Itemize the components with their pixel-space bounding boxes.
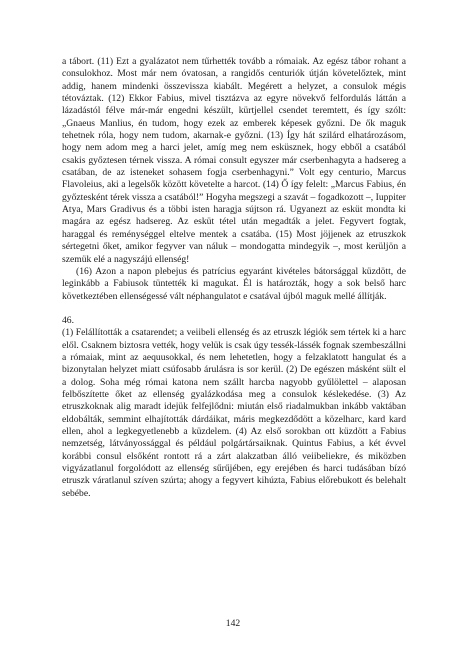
paragraph: (16) Azon a napon plebejus és patrícius egyaránt kivételes bátorsággal küzdött, de leginkább a Fabiusok tüntették ki magukat. Él is határozták, hogy a sok belső harc következtében ellenségessé vált néphangulatot e csatával újból maguk mellé állítják. xyxy=(62,265,406,302)
page-number: 142 xyxy=(225,618,241,629)
paragraph: (1) Felállították a csatarendet; a veiibeli ellenség és az etruszk légiók sem tértek ki a harc elől. Csaknem biztosra vették, hogy velük is csak úgy tessék-lássék fognak szembeszállni a rómaiak, mint az aequusokkal, és nem lehetetlen, hogy a felzaklatott hangulat és a bizonytalan helyzet miatt csúfosabb árulásra is sor kerül. (2) De egészen másként sült el a dolog. Soha még római katona nem szállt harcba nagyobb gyűlölettel – alaposan felbőszítette őket az ellenség gyalázkodása meg a consulok késlekedése. (3) Az etruszkoknak alig maradt idejük felfejlődni: miután első riadalmukban inkább vaktában eldobálták, semmint elhajították dárdáikat, máris megkezdődött a közelharc, kard kard ellen, ahol a legkegyetlenebb a küzdelem. (4) Az első sorokban ott küzdött a Fabius nemzetség, látványossággal és például polgártársaiknak. Quintus Fabius, a két évvel korábbi consul elsőként rontott rá a zárt alakzatban álló veiibeliekre, és miközben vigyázatlanul forgolódott az ellenség sűrűjében, egy erejében és harci tudásában bízó etruszk váratlanul szíven szúrta; ahogy a fegyvert kihúzta, Fabius előrebukott és belehalt sebébe. xyxy=(62,327,406,499)
paragraph: a tábort. (11) Ezt a gyalázatot nem tűrhették tovább a rómaiak. Az egész tábor rohant a consulokhoz. Most már nem óvatosan, a rangidős centuriók útján követelőztek, mint addig, hanem mindenki összevissza kiabált. Megérett a helyzet, a consulok mégis tétováztak. (12) Ekkor Fabius, mivel tisztázva az egyre növekvő felfordulás láttán a lázadástól félve már-már engedni készült, kürtjellel csendet teremtett, és így szólt: „Gnaeus Manlius, én tudom, hogy ezek az emberek képesek győzni. De ők maguk tehetnek róla, hogy nem tudom, akarnak-e győzni. (13) Így hát szilárd elhatározásom, hogy nem adom meg a harci jelet, amíg meg nem esküsznek, hogy ebből a csatából csakis győztesen térnek vissza. A római consult egyszer már cserbenhagyta a hadsereg a csatában, de az isteneket sohasem fogja cserbenhagyni.” Volt egy centurio, Marcus Flavoleius, aki a legelsők között követelte a harcot. (14) Ő így felelt: „Marcus Fabius, én győztesként térek vissza a csatából!” Hogyha megszegi a szavát – fogadkozott –, Iuppiter Atya, Mars Gradivus és a többi isten haragja sújtson rá. Ugyanezt az esküt mondta ki magára az egész hadsereg. Az esküt tétel után megadták a jelet. Fegyvert fogtak, haraggal és reménységgel eltelve mentek a csatába. (15) Most jöjjenek az etruszkok sértegetni őket, amikor fegyver van náluk – mondogatta mindegyik –, most kerüljön a szemük elé a nagyszájú ellenség! xyxy=(62,56,406,265)
section-spacer xyxy=(62,303,406,315)
body-text xyxy=(62,56,406,500)
chapter-number: 46. xyxy=(62,314,74,326)
